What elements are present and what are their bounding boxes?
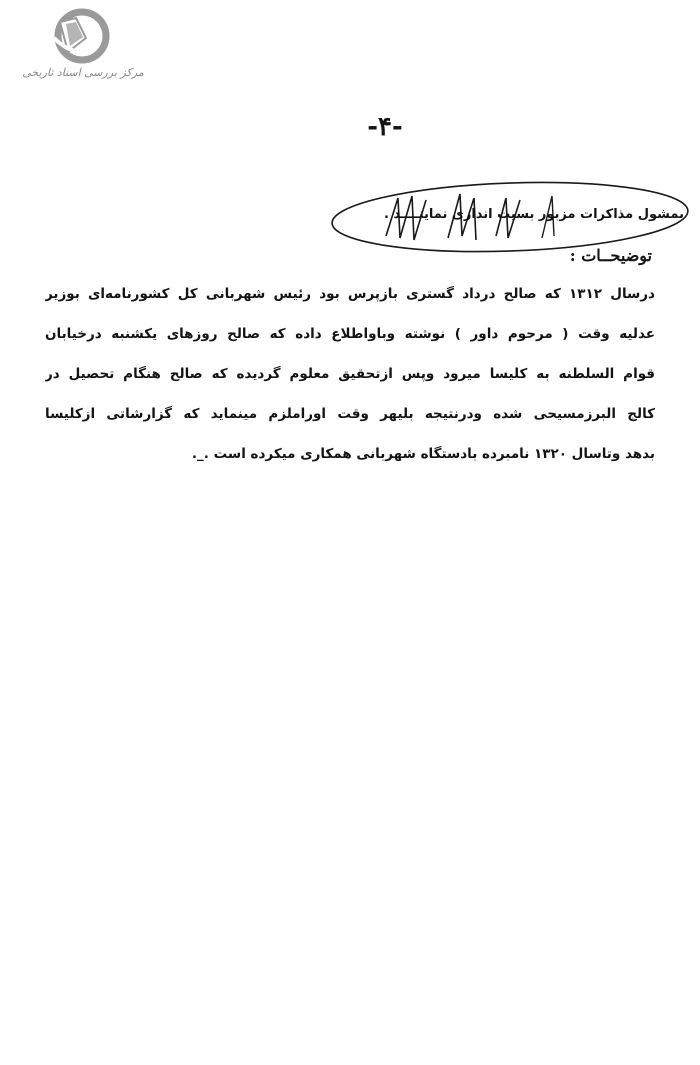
page-number: -۴-	[367, 112, 403, 142]
body-line-5: بدهد وتاسال ۱۳۲۰ نامبرده بادستگاه شهربانی همکاری میکرده است ._.	[191, 446, 655, 462]
body-line-3: قوام السلطنه به کلیسا میرود وپس ازتحقیق معلوم گردیده که صالح هنگام تحصیل در	[45, 366, 655, 382]
document-archive-logo-icon	[46, 8, 114, 66]
archive-logo	[8, 8, 158, 83]
body-line-4: کالج البرزمسیحی شده ودرنتیجه بلیهر وقت اوراملزم مینماید که گزارشاتی ازکلیسا	[45, 406, 655, 422]
body-line-2: عدلیه وقت ( مرحوم داور ) نوشته وباواطلاع داده که صالح روزهای یکشنبه درخیابان	[45, 326, 655, 342]
body-line-1: درسال ۱۳۱۲ که صالح درداد گستری بازپرس بود رئیس شهربانی کل کشورنامه‌ای بوزیر	[45, 286, 655, 302]
subject-line: بمشول مذاکرات مزبور بسیت اندازی نماینــــد .	[383, 207, 684, 222]
archive-name: مرکز بررسی اسناد تاریخی	[22, 66, 144, 79]
explanations-heading: توضیحــات :	[569, 246, 652, 265]
crossed-out-subject	[328, 178, 692, 256]
